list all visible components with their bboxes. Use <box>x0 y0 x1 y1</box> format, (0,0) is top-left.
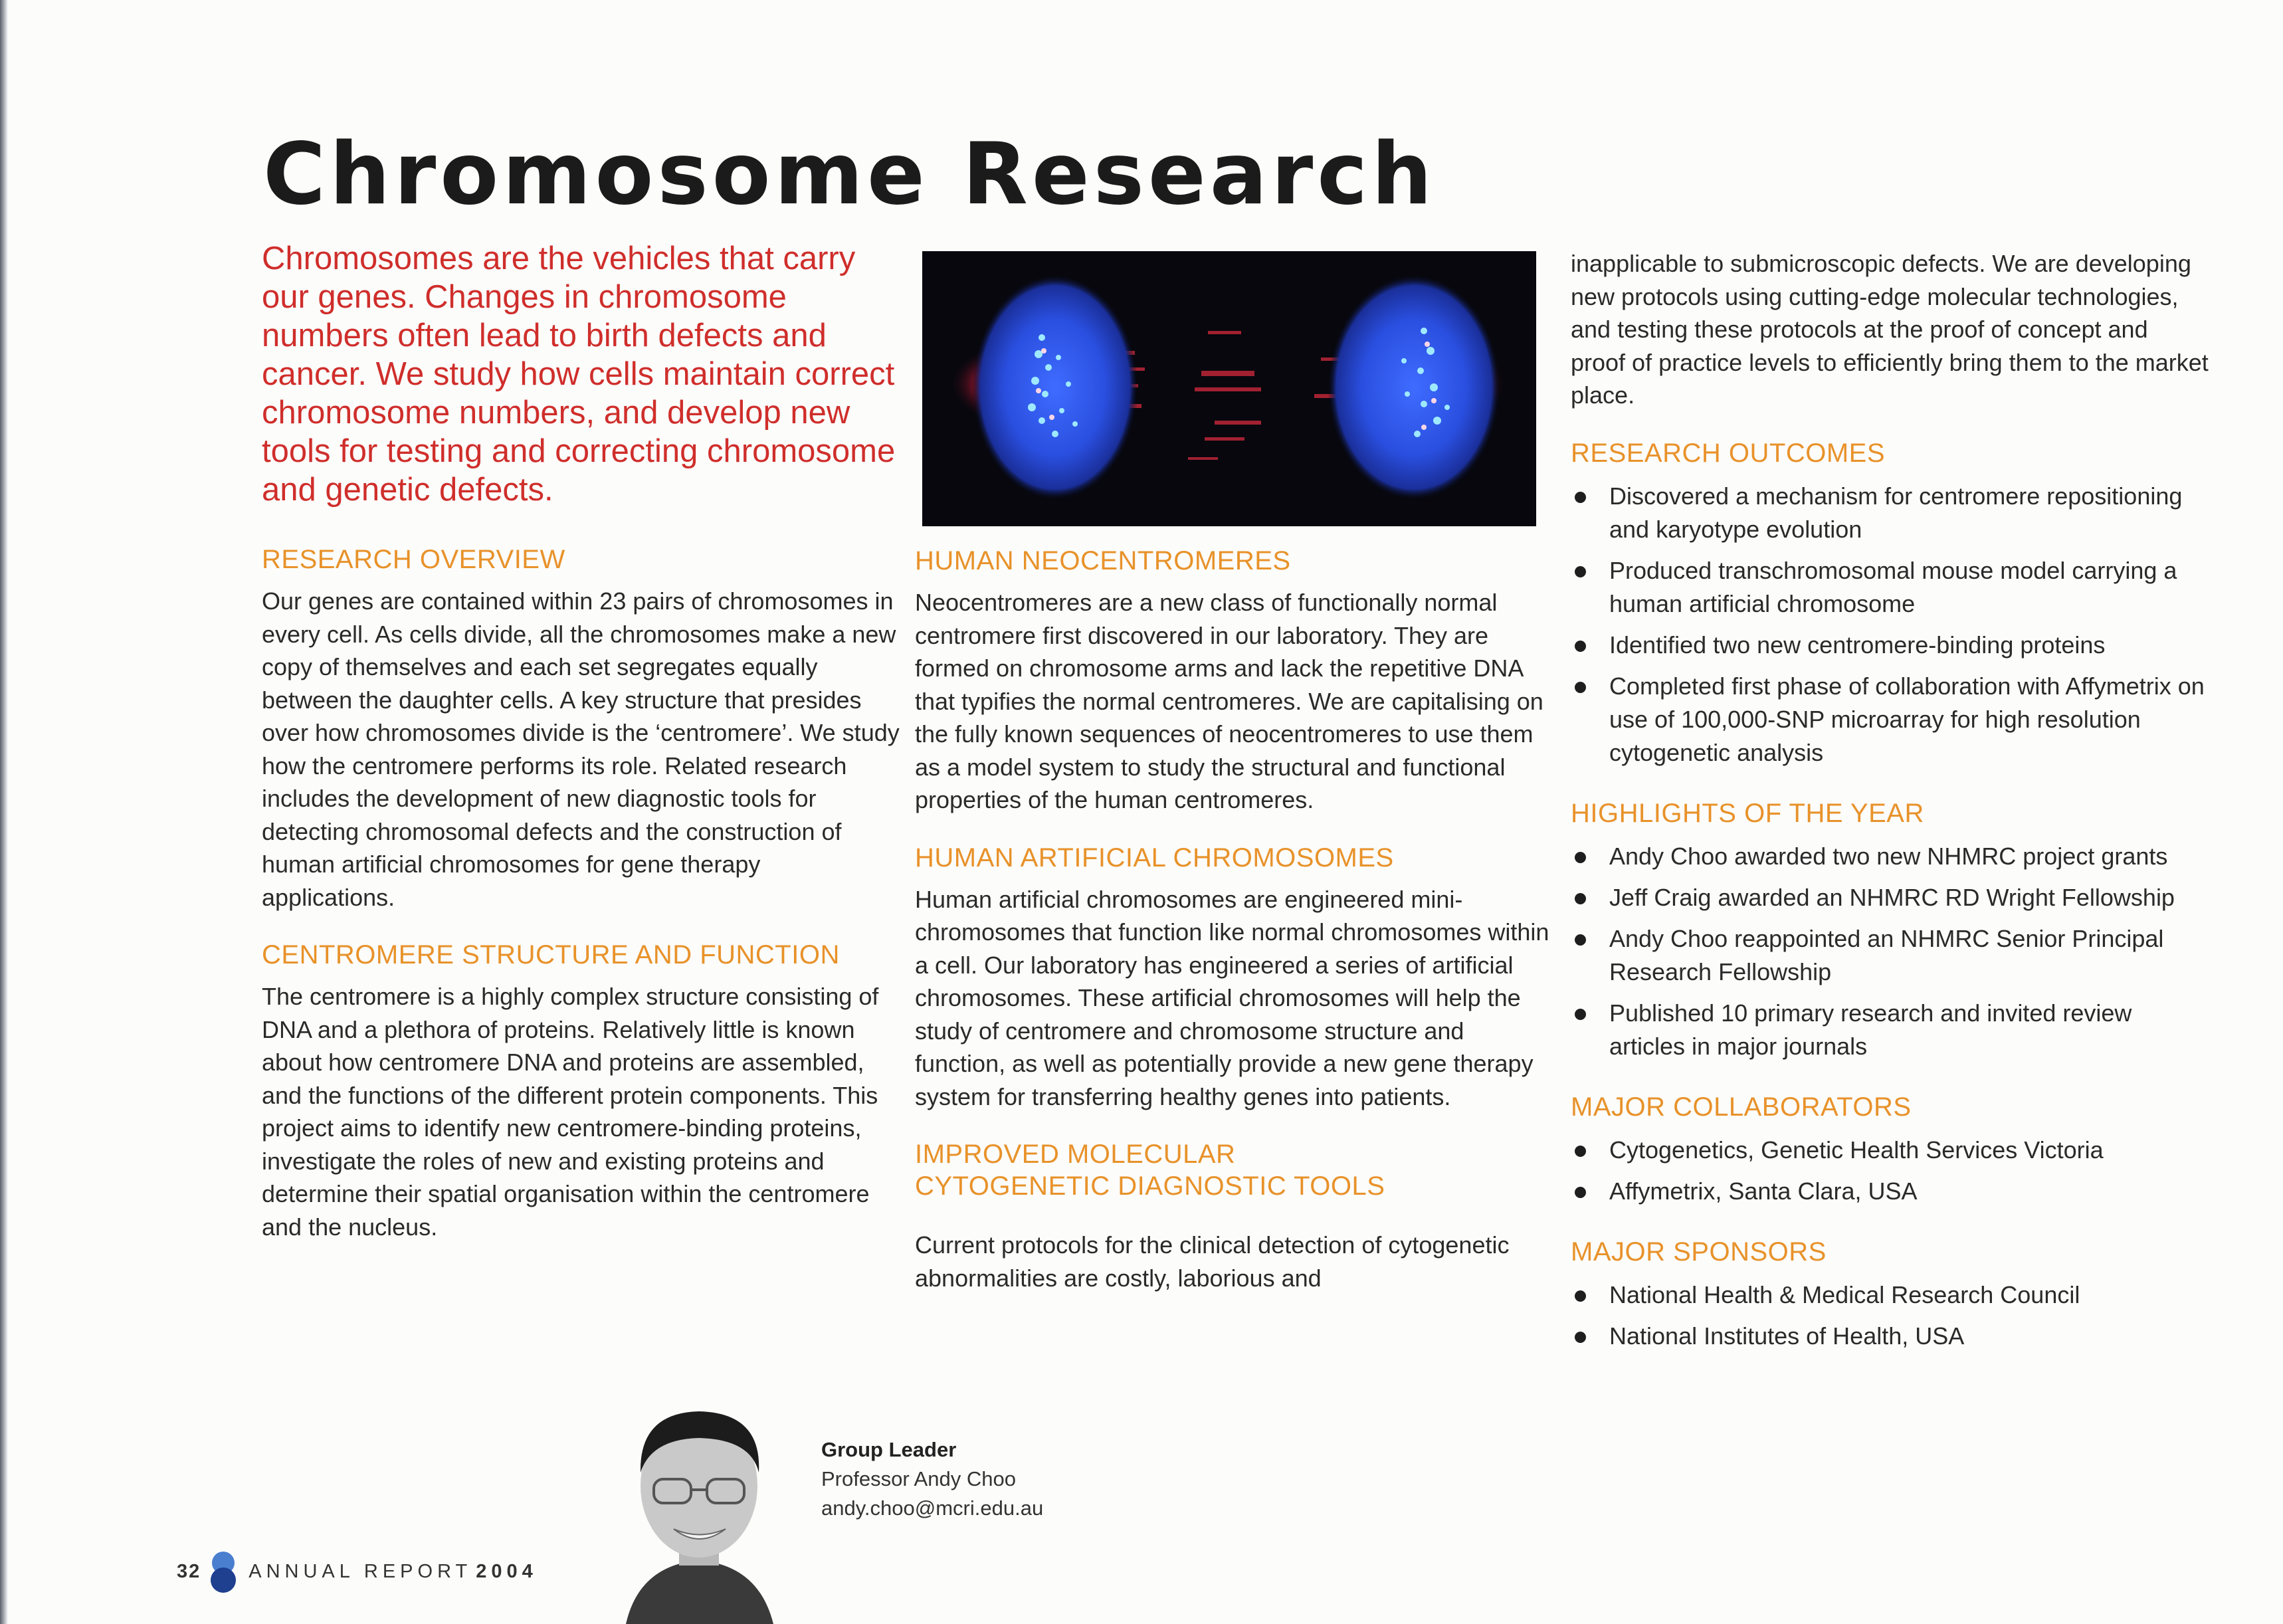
bullet-icon <box>1575 641 1586 652</box>
cytogenetic-text-continued: inapplicable to submicroscopic defects. We are developing new protocols using cutting-edge molecular technologies, and testing these protocols at the proof of concept and proof of practice levels to efficiently bring them to the market place. <box>1571 250 2209 409</box>
bullet-icon <box>1575 566 1586 577</box>
micrograph-image <box>922 251 1536 526</box>
list-item: National Institutes of Health, USA <box>1571 1320 2209 1353</box>
bullet-icon <box>1575 1009 1586 1020</box>
cytogenetic-text: Current protocols for the clinical detection of cytogenetic abnormalities are costly, laborious and <box>915 1231 1510 1292</box>
highlights-list <box>1571 840 2209 1063</box>
intro-paragraph: Chromosomes are the vehicles that carry our genes. Changes in chromosome numbers often lead to birth defects and cancer. We study how cells maintain correct chromosome numbers, and develop new tools for testing and correcting chromosome and genetic defects. <box>262 241 896 508</box>
bullet-icon <box>1575 1332 1586 1343</box>
heading-cytogenetic-tools: IMPROVED MOLECULAR CYTOGENETIC DIAGNOSTIC TOOLS <box>915 1140 1385 1201</box>
list-item: Discovered a mechanism for centromere repositioning and karyotype evolution <box>1571 480 2209 546</box>
centromere-text: The centromere is a highly complex structure consisting of DNA and a plethora of proteins. Relatively little is known about how centromere DNA and proteins are assembled, and the functions of the different protein components. This project aims to identify new centromere-binding proteins, investigate the roles of new and existing proteins and determine their spatial organisation within the centromere and the nucleus. <box>262 983 879 1241</box>
leader-portrait <box>599 1386 799 1624</box>
heading-collaborators: MAJOR COLLABORATORS <box>1571 1092 1912 1122</box>
leader-role: Group Leader <box>821 1438 957 1461</box>
footer-year: 2004 <box>476 1560 538 1582</box>
bullet-icon <box>1575 1146 1586 1157</box>
outcomes-list <box>1571 480 2209 769</box>
page-footer <box>177 1548 538 1595</box>
list-item: Produced transchromosomal mouse model carrying a human artificial chromosome <box>1571 554 2209 621</box>
list-item: Cytogenetics, Genetic Health Services Victoria <box>1571 1134 2209 1167</box>
artificial-chromosomes-text: Human artificial chromosomes are engineered mini-chromosomes that function like normal chromosomes within a cell. Our laboratory has engineered a series of artificial chromosomes. These artificial chromosomes will help the study of centromere and chromosome structure and function, as well as potentially provide a new gene therapy system for transferring healthy genes into patients. <box>915 885 1549 1110</box>
list-item: National Health & Medical Research Council <box>1571 1278 2209 1312</box>
bullet-icon <box>1575 893 1586 904</box>
heading-research-outcomes: RESEARCH OUTCOMES <box>1571 438 1885 468</box>
list-item: Identified two new centromere-binding proteins <box>1571 629 2209 662</box>
institute-logo-icon <box>210 1548 237 1595</box>
sponsors-list <box>1571 1278 2209 1353</box>
column-left <box>262 544 900 1269</box>
heading-artificial-chromosomes: HUMAN ARTIFICIAL CHROMOSOMES <box>915 843 1394 872</box>
leader-name: Professor Andy Choo <box>821 1467 1016 1490</box>
heading-neocentromeres: HUMAN NEOCENTROMERES <box>915 546 1291 575</box>
research-overview-text: Our genes are contained within 23 pairs of chromosomes in every cell. As cells divide, all the chromosomes make a new copy of themselves and each set segregates equally between the daughter cells. A key structure that presides over how chromosomes divide is the ‘centromere’. We study how the centromere performs its role. Related research includes the development of new diagnostic tools for detecting chromosomal defects and the construction of human artificial chromosomes for gene therapy applications. <box>262 587 900 911</box>
list-item: Andy Choo awarded two new NHMRC project grants <box>1571 840 2209 873</box>
bullet-icon <box>1575 1290 1586 1302</box>
heading-highlights: HIGHLIGHTS OF THE YEAR <box>1571 798 1924 828</box>
list-item: Published 10 primary research and invited review articles in major journals <box>1571 997 2209 1063</box>
footer-label: ANNUAL REPORT <box>248 1560 472 1582</box>
list-item: Affymetrix, Santa Clara, USA <box>1571 1175 2209 1208</box>
leader-email[interactable]: andy.choo@mcri.edu.au <box>821 1496 1044 1520</box>
list-item: Jeff Craig awarded an NHMRC RD Wright Fellowship <box>1571 881 2209 914</box>
heading-centromere: CENTROMERE STRUCTURE AND FUNCTION <box>262 940 840 969</box>
heading-research-overview: RESEARCH OVERVIEW <box>262 545 565 574</box>
page-title: Chromosome Research <box>263 125 1437 224</box>
list-item: Andy Choo reappointed an NHMRC Senior Principal Research Fellowship <box>1571 922 2209 989</box>
neocentromeres-text: Neocentromeres are a new class of functionally normal centromere first discovered in our laboratory. They are formed on chromosome arms and lack the repetitive DNA that typifies the normal centromeres. We are capitalising on the fully known sequences of neocentromeres to use them as a model system to study the structural and functional properties of the human centromeres. <box>915 589 1543 813</box>
list-item: Completed first phase of collaboration with Affymetrix on use of 100,000-SNP microarray for high resolution cytogenetic analysis <box>1571 670 2209 769</box>
column-middle <box>915 545 1553 1320</box>
heading-sponsors: MAJOR SPONSORS <box>1571 1237 1827 1267</box>
collaborators-list <box>1571 1134 2209 1208</box>
page-spine <box>0 0 8 1624</box>
bullet-icon <box>1575 1187 1586 1198</box>
column-right <box>1571 247 2209 1381</box>
page-number: 32 <box>177 1560 201 1582</box>
bullet-icon <box>1575 852 1586 863</box>
leader-info <box>821 1435 1043 1523</box>
bullet-icon <box>1575 934 1586 946</box>
bullet-icon <box>1575 682 1586 693</box>
bullet-icon <box>1575 492 1586 503</box>
